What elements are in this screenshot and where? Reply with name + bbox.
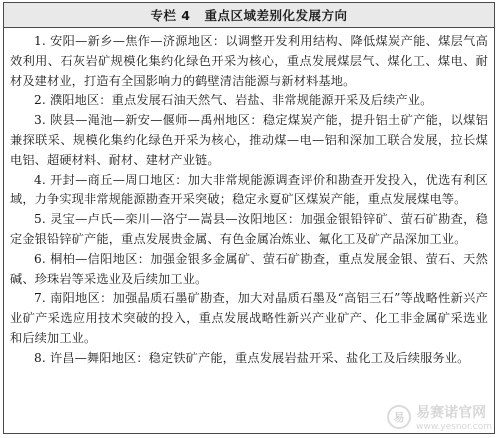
column-body	[4, 28, 494, 369]
region-paragraph-3: 3. 陕县—渑池—新安—偃师—禹州地区：稳定煤炭产能，提升铝土矿产能，以煤铝兼探联采、规模化集约化绿色开采为核心，推动煤—电—铝和深加工联合发展，拉长煤电铝、超硬材料、耐材、建材产业链。	[10, 113, 488, 167]
region-paragraph-2: 2. 濮阳地区：重点发展石油天然气、岩盐、非常规能源开采及后续产业。	[34, 93, 433, 108]
watermark-url: www.yesnor.com	[416, 422, 492, 432]
region-paragraph-6: 6. 桐柏—信阳地区：加强金银多金属矿、萤石矿勘查，重点发展金银、萤石、天然碱、珍珠岩等采选业及后续加工业。	[10, 251, 488, 286]
region-paragraph-4: 4. 开封—商丘—周口地区：加大非常规能源调查评价和勘查开发投入，优选有利区域，力争实现非常规能源勘查开采突破；稳定永夏矿区煤炭产能，重点发展煤电等。	[10, 172, 488, 207]
region-paragraph-5: 5. 灵宝—卢氏—栾川—洛宁—嵩县—汝阳地区：加强金银铅锌矿、萤石矿勘查，稳定金银铅锌矿产能，重点发展贵金属、有色金属冶炼业、氟化工及矿产品深加工业。	[10, 212, 488, 246]
watermark-logo: 易	[387, 405, 411, 429]
region-paragraph-7: 7. 南阳地区：加强晶质石墨矿勘查，加大对晶质石墨及“高铝三石”等战略性新兴产业矿产采选应用技术突破的投入，重点发展战略性新兴产业矿产、化工非金属矿采选业和后续加工业。	[10, 291, 488, 345]
region-paragraph-1: 1. 安阳—新乡—焦作—济源地区：以调整开发利用结构、降低煤炭产能、煤层气高效利用、石灰岩矿规模化集约化绿色开采为核心，重点发展煤层气、煤化工、煤电、耐材及建材业，打造有全国影响力的鹤壁清洁能源与新材料基地。	[10, 34, 488, 88]
column-title: 重点区域差别化发展方向	[204, 8, 348, 23]
column-box	[3, 2, 495, 434]
watermark-text: 易赛诺官网	[416, 405, 487, 421]
column-label: 专栏 4	[150, 8, 191, 23]
region-paragraph-8: 8. 许昌—舞阳地区：稳定铁矿产能，重点发展岩盐开采、盐化工及后续服务业。	[34, 350, 470, 365]
column-header	[4, 3, 494, 28]
